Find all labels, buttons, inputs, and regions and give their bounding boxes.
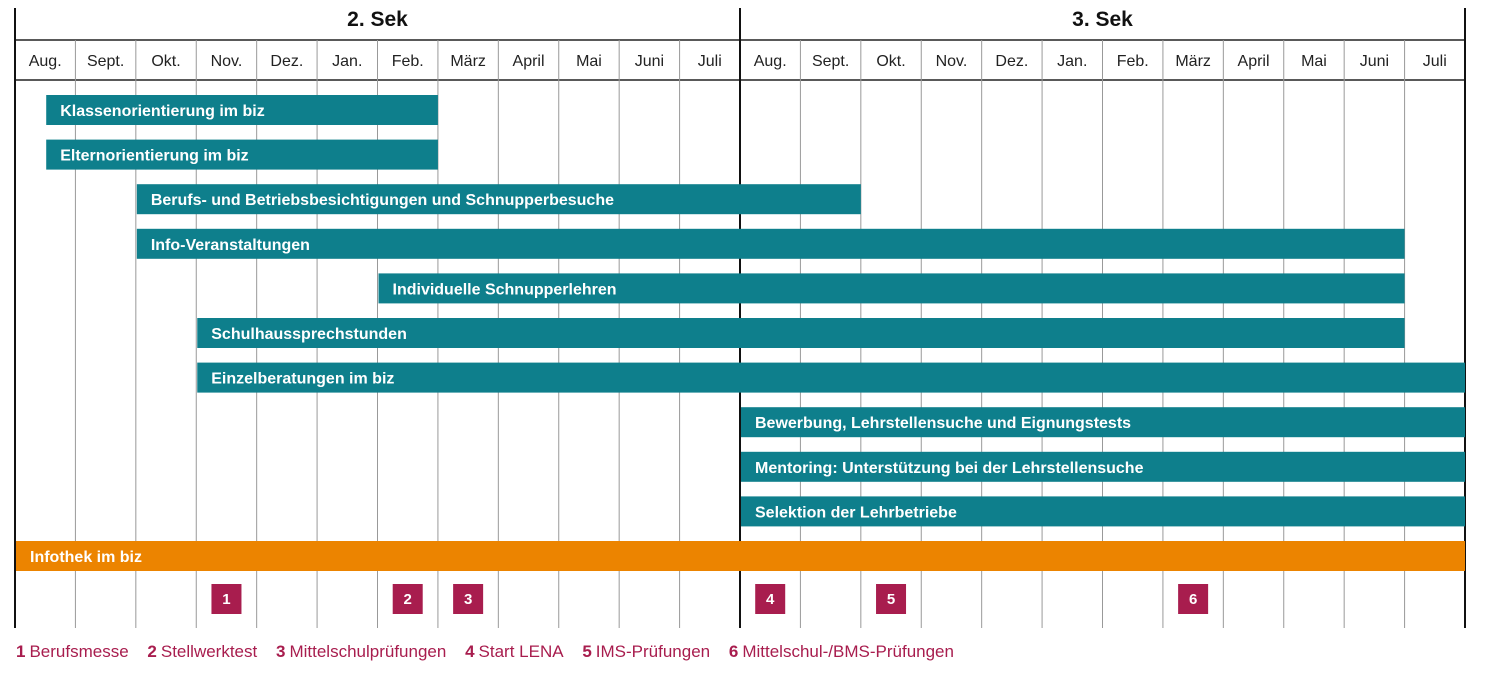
task-label: Elternorientierung im biz <box>60 147 249 165</box>
period-label-2: 3. Sek <box>1072 8 1133 31</box>
task-label: Individuelle Schnupperlehren <box>392 281 617 299</box>
task-label: Selektion der Lehrbetriebe <box>755 504 957 522</box>
month-label: Jan. <box>332 53 363 70</box>
legend-item-4: 4 Start LENA <box>465 642 564 661</box>
month-label: Juli <box>1422 53 1447 70</box>
legend-item-5: 5 IMS-Prüfungen <box>582 642 711 661</box>
task-label: Schulhaussprechstunden <box>211 326 407 343</box>
month-label: Juni <box>1359 53 1390 70</box>
month-label: Aug. <box>28 53 62 70</box>
month-label: Mai <box>1301 53 1327 70</box>
event-marker-label: 3 <box>463 591 473 608</box>
month-label: April <box>512 53 545 70</box>
event-marker-label: 6 <box>1188 591 1198 608</box>
month-label: Dez. <box>270 53 304 70</box>
task-label: Info-Veranstaltungen <box>150 236 310 254</box>
legend-item-1: 1 Berufsmesse <box>16 642 129 661</box>
month-label: Okt. <box>151 53 181 70</box>
month-label: Feb. <box>1116 53 1149 70</box>
month-label: Nov. <box>210 53 243 70</box>
month-label: April <box>1237 53 1270 70</box>
month-label: Sept. <box>86 53 125 70</box>
month-label: Juni <box>634 53 665 70</box>
legend-item-2: 2 Stellwerktest <box>147 642 258 661</box>
event-marker-label: 2 <box>403 591 412 608</box>
period-label-1: 2. Sek <box>347 8 408 31</box>
month-label: Juli <box>697 53 722 70</box>
legend-item-3: 3 Mittelschulprüfungen <box>275 642 447 661</box>
task-label: Einzelberatungen im biz <box>211 370 395 388</box>
legend-item-6: 6 Mittelschul-/BMS-Prüfungen <box>728 642 954 661</box>
task-label: Berufs- und Betriebsbesichtigungen und Schnupperbesuche <box>150 192 614 210</box>
month-label: Sept. <box>811 53 850 70</box>
month-label: Mai <box>576 53 602 70</box>
month-label: Feb. <box>391 53 424 70</box>
month-label: Okt. <box>876 53 906 70</box>
event-marker-label: 5 <box>886 591 896 608</box>
task-bar <box>137 229 1405 259</box>
task-bar <box>16 541 1465 571</box>
task-label: Mentoring: Unterstützung bei der Lehrstellensuche <box>755 459 1144 477</box>
task-label: Klassenorientierung im biz <box>60 103 265 120</box>
task-label: Bewerbung, Lehrstellensuche und Eignungstests <box>755 415 1132 433</box>
month-label: März <box>450 53 486 70</box>
month-label: Dez. <box>995 53 1029 70</box>
event-marker-label: 4 <box>766 591 775 608</box>
month-label: März <box>1175 53 1211 70</box>
month-label: Aug. <box>753 53 787 70</box>
task-label: Infothek im biz <box>30 549 142 566</box>
event-marker-label: 1 <box>222 591 231 608</box>
legend <box>16 642 968 666</box>
month-label: Jan. <box>1057 53 1088 70</box>
month-label: Nov. <box>935 53 968 70</box>
